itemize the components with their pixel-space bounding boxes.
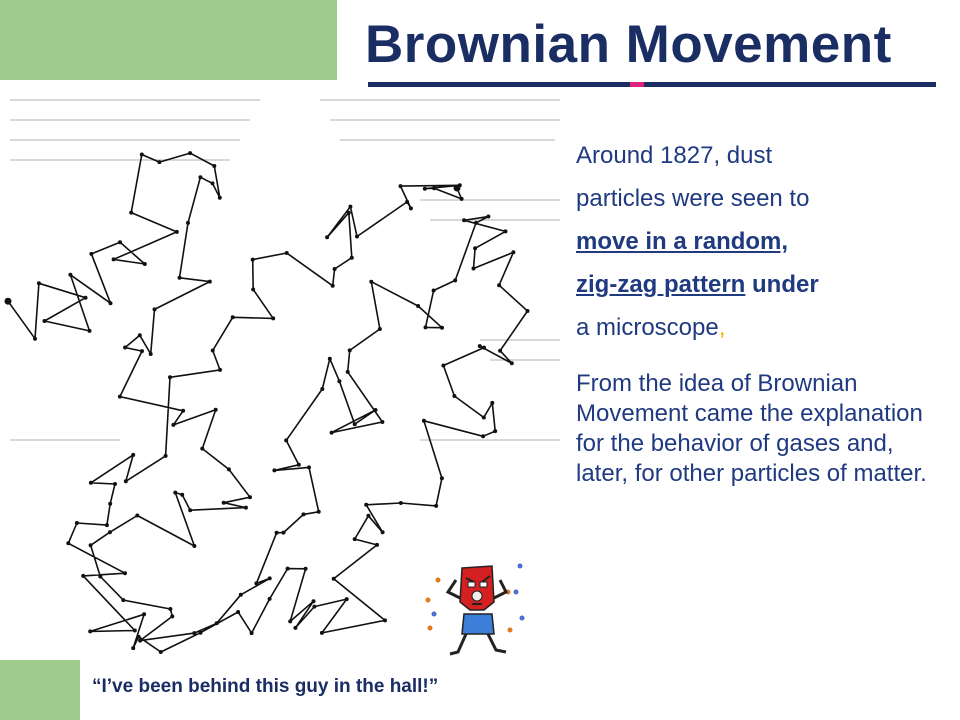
path-step-dot <box>288 619 292 623</box>
path-step-dot <box>137 635 141 639</box>
path-step-dot <box>248 495 252 499</box>
path-step-dot <box>89 252 93 256</box>
path-step-dot <box>231 315 235 319</box>
path-step-dot <box>118 240 122 244</box>
path-step-dot <box>98 575 102 579</box>
path-step-dot <box>381 530 385 534</box>
path-step-dot <box>88 329 92 333</box>
path-step-dot <box>320 631 324 635</box>
path-step-dot <box>325 235 329 239</box>
agitated-mask-character-icon <box>420 558 530 666</box>
path-step-dot <box>405 200 409 204</box>
path-step-dot <box>511 250 515 254</box>
path-step-dot <box>218 196 222 200</box>
path-step-dot <box>345 597 349 601</box>
path-endpoint-dot <box>5 298 12 305</box>
path-step-dot <box>440 476 444 480</box>
path-step-dot <box>140 349 144 353</box>
path-step-dot <box>423 187 427 191</box>
path-step-dot <box>366 514 370 518</box>
path-step-dot <box>113 482 117 486</box>
path-step-dot <box>482 346 486 350</box>
path-step-dot <box>143 262 147 266</box>
path-step-dot <box>138 333 142 337</box>
path-step-dot <box>131 646 135 650</box>
path-step-dot <box>89 543 93 547</box>
path-step-dot <box>254 581 258 585</box>
path-step-dot <box>282 531 286 535</box>
path-step-dot <box>346 370 350 374</box>
path-step-dot <box>121 598 125 602</box>
para1-line2: particles were seen to <box>576 185 810 212</box>
path-step-dot <box>271 316 275 320</box>
path-step-dot <box>123 346 127 350</box>
path-step-dot <box>399 184 403 188</box>
paragraph-discovery <box>576 134 946 349</box>
path-step-dot <box>109 301 113 305</box>
path-step-dot <box>304 567 308 571</box>
path-step-dot <box>312 599 316 603</box>
para1-after-emphasis: under <box>745 271 819 298</box>
path-step-dot <box>355 235 359 239</box>
path-step-dot <box>153 307 157 311</box>
path-step-dot <box>307 465 311 469</box>
path-step-dot <box>66 541 70 545</box>
path-step-dot <box>188 508 192 512</box>
path-step-dot <box>432 289 436 293</box>
path-step-dot <box>180 493 184 497</box>
path-step-dot <box>330 431 334 435</box>
path-step-dot <box>375 543 379 547</box>
path-step-dot <box>222 501 226 505</box>
path-step-dot <box>286 567 290 571</box>
body-text <box>576 134 946 489</box>
path-step-dot <box>142 612 146 616</box>
cartoon-svg <box>420 558 530 666</box>
path-step-dot <box>432 186 436 190</box>
path-step-dot <box>434 504 438 508</box>
path-step-dot <box>168 375 172 379</box>
path-step-dot <box>510 361 514 365</box>
path-step-dot <box>272 468 276 472</box>
path-step-dot <box>493 429 497 433</box>
path-step-dot <box>227 467 231 471</box>
path-step-dot <box>347 211 351 215</box>
path-step-dot <box>164 454 168 458</box>
path-step-dot <box>504 229 508 233</box>
path-step-dot <box>399 501 403 505</box>
path-step-dot <box>453 278 457 282</box>
path-step-dot <box>297 463 301 467</box>
path-step-dot <box>37 281 41 285</box>
path-step-dot <box>212 164 216 168</box>
path-step-dot <box>481 434 485 438</box>
path-step-dot <box>218 368 222 372</box>
path-step-dot <box>374 408 378 412</box>
path-step-dot <box>188 151 192 155</box>
path-step-dot <box>526 309 530 313</box>
path-step-dot <box>133 629 137 633</box>
path-step-dot <box>364 503 368 507</box>
path-step-dot <box>168 607 172 611</box>
path-step-dot <box>186 221 190 225</box>
path-step-dot <box>178 276 182 280</box>
path-step-dot <box>353 537 357 541</box>
path-step-dot <box>380 420 384 424</box>
path-step-dot <box>462 218 466 222</box>
path-step-dot <box>490 401 494 405</box>
path-step-dot <box>474 221 478 225</box>
path-step-dot <box>460 197 464 201</box>
path-step-dot <box>33 337 37 341</box>
path-step-dot <box>214 408 218 412</box>
path-step-dot <box>350 256 354 260</box>
path-step-dot <box>320 387 324 391</box>
path-step-dot <box>482 416 486 420</box>
path-step-dot <box>348 205 352 209</box>
path-step-dot <box>328 357 332 361</box>
path-step-dot <box>88 629 92 633</box>
path-step-dot <box>478 344 482 348</box>
path-step-dot <box>275 531 279 535</box>
path-step-dot <box>68 273 72 277</box>
slide-caption: “I’ve been behind this guy in the hall!” <box>92 676 439 697</box>
para1-trailing-comma: , <box>718 314 726 341</box>
path-step-dot <box>157 160 161 164</box>
paragraph-explanation: From the idea of Brownian Movement came the explanation for the behavior of gases and, later, for other particles of matter. <box>576 370 927 487</box>
path-step-dot <box>159 650 163 654</box>
path-step-dot <box>89 481 93 485</box>
path-step-dot <box>440 326 444 330</box>
path-step-dot <box>486 215 490 219</box>
path-step-dot <box>192 631 196 635</box>
path-step-dot <box>173 491 177 495</box>
accent-block-top <box>0 0 337 80</box>
path-step-dot <box>170 614 174 618</box>
path-step-dot <box>251 258 255 262</box>
path-step-dot <box>424 325 428 329</box>
path-step-dot <box>105 523 109 527</box>
path-step-dot <box>416 304 420 308</box>
path-step-dot <box>181 409 185 413</box>
path-step-dot <box>43 319 47 323</box>
para1-emphasis-2: zig-zag pattern <box>576 271 746 298</box>
path-step-dot <box>332 577 336 581</box>
path-step-dot <box>250 631 254 635</box>
para1-emphasis-1: move in a random, <box>576 228 789 255</box>
path-step-dot <box>422 419 426 423</box>
path-step-dot <box>171 423 175 427</box>
path-step-dot <box>108 502 112 506</box>
path-step-dot <box>131 453 135 457</box>
para1-line5: a microscope <box>576 314 719 341</box>
path-step-dot <box>198 175 202 179</box>
path-step-dot <box>317 510 321 514</box>
path-step-dot <box>473 246 477 250</box>
path-step-dot <box>284 438 288 442</box>
path-step-dot <box>200 447 204 451</box>
path-endpoint-dot <box>454 185 461 192</box>
path-step-dot <box>333 267 337 271</box>
path-step-dot <box>244 506 248 510</box>
path-step-dot <box>472 267 476 271</box>
path-step-dot <box>497 283 501 287</box>
path-step-dot <box>353 422 357 426</box>
path-step-dot <box>140 153 144 157</box>
path-step-dot <box>84 296 88 300</box>
para1-line1: Around 1827, dust <box>576 142 773 169</box>
path-step-dot <box>337 379 341 383</box>
path-step-dot <box>215 621 219 625</box>
path-step-dot <box>498 349 502 353</box>
path-step-dot <box>452 394 456 398</box>
path-step-dot <box>135 514 139 518</box>
path-step-dot <box>268 576 272 580</box>
path-step-dot <box>285 251 289 255</box>
path-step-dot <box>239 593 243 597</box>
path-step-dot <box>175 230 179 234</box>
path-step-dot <box>369 280 373 284</box>
path-step-dot <box>293 626 297 630</box>
path-step-dot <box>199 631 203 635</box>
path-step-dot <box>312 605 316 609</box>
title-underline-accent <box>630 82 644 87</box>
slide-title: Brownian Movement <box>365 15 892 74</box>
path-step-dot <box>236 610 240 614</box>
path-step-dot <box>81 574 85 578</box>
path-step-dot <box>124 479 128 483</box>
path-step-dot <box>118 395 122 399</box>
path-step-dot <box>112 257 116 261</box>
path-step-dot <box>108 530 112 534</box>
path-step-dot <box>75 521 79 525</box>
path-step-dot <box>211 181 215 185</box>
path-step-dot <box>268 597 272 601</box>
path-step-dot <box>138 639 142 643</box>
path-step-dot <box>331 284 335 288</box>
path-step-dot <box>251 288 255 292</box>
path-step-dot <box>348 348 352 352</box>
path-step-dot <box>123 571 127 575</box>
accent-block-bottom <box>0 660 80 720</box>
path-step-dot <box>378 327 382 331</box>
path-step-dot <box>409 206 413 210</box>
path-step-dot <box>383 618 387 622</box>
path-step-dot <box>441 364 445 368</box>
path-step-dot <box>208 280 212 284</box>
path-step-dot <box>302 512 306 516</box>
path-step-dot <box>211 349 215 353</box>
path-step-dot <box>149 352 153 356</box>
path-step-dot <box>129 211 133 215</box>
path-step-dot <box>192 544 196 548</box>
